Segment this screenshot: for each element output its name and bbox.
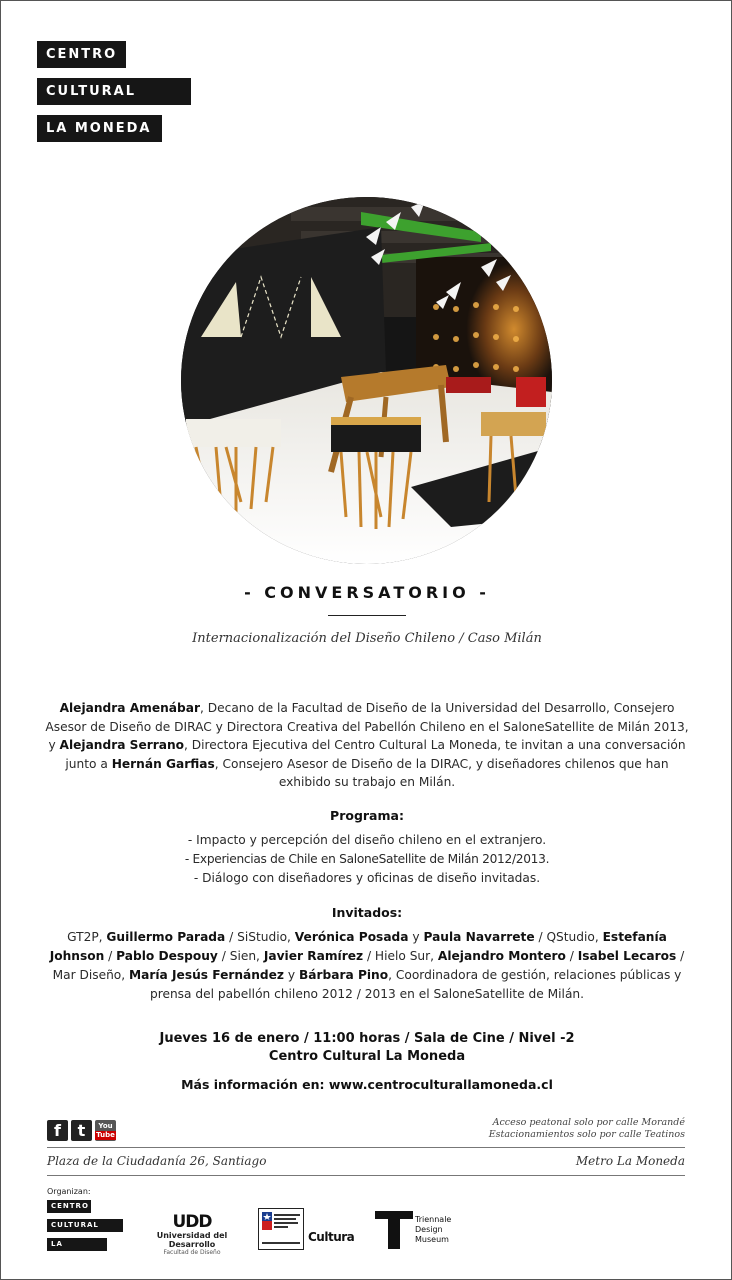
metro-station: Metro La Moneda [575, 1154, 685, 1168]
guests-text: / Mar Diseño, [52, 949, 685, 982]
program-item: - Experiencias de Chile en SaloneSatellite de Milán 2012/2013. [184, 852, 550, 866]
guests-text: / SiStudio, [225, 930, 295, 944]
guest-name: Isabel Lecaros [577, 949, 677, 963]
program-list [1, 831, 732, 888]
udd-logo [137, 1213, 247, 1256]
guests-text: / [565, 949, 578, 963]
guest-name: Javier Ramírez [263, 949, 364, 963]
udd-name: Universidad del Desarrollo [156, 1231, 228, 1249]
guest-name: Pablo Despouy [116, 949, 218, 963]
udd-mark: UDD [172, 1212, 212, 1232]
guests-text: / Hielo Sur, [363, 949, 438, 963]
title-divider [328, 615, 406, 616]
social-links [47, 1120, 116, 1141]
intro-text: , Decano de la Facultad de Diseño de la Universidad del Desarrollo, Consejero Asesor de Diseño de DIRAC y Directora Creativa del Pabellón Chileno en el SaloneSatellite de Milán 2013, y [45, 701, 689, 753]
org-logo-line: LA MONEDA [47, 1238, 107, 1251]
access-info [489, 1117, 685, 1141]
program-heading: Programa: [330, 808, 404, 823]
guests-text: y [284, 968, 299, 982]
host-name: Alejandra Amenábar [59, 701, 200, 715]
guests-text: y [408, 930, 424, 944]
guest-name: María Jesús Fernández [129, 968, 285, 982]
guests-text: , Coordinadora de gestión, relaciones públicas y prensa del pabellón chileno 2012 / 2013 en el SaloneSatellite de Milán. [149, 968, 682, 1001]
triennale-line: Museum [415, 1235, 449, 1244]
host-name: Alejandra Serrano [59, 738, 185, 753]
footer-divider [47, 1147, 685, 1148]
cultura-name: Cultura [308, 1230, 355, 1244]
footer-divider [47, 1175, 685, 1176]
guests-text: / [104, 949, 117, 963]
more-info-link[interactable]: Más información en: www.centroculturallamoneda.cl [181, 1077, 553, 1092]
access-parking: Estacionamientos solo por calle Teatinos [488, 1129, 685, 1140]
organizers-label: Organizan: [47, 1187, 91, 1196]
org-logo-line: CULTURAL [47, 1219, 123, 1232]
guest-name: Verónica Posada [294, 930, 409, 944]
government-seal [258, 1208, 304, 1250]
logo-line-la-moneda: LA MONEDA [37, 115, 162, 142]
youtube-word-1: You [98, 1122, 113, 1130]
udd-faculty: Facultad de Diseño [163, 1249, 221, 1256]
address: Plaza de la Ciudadanía 26, Santiago [47, 1154, 267, 1168]
event-venue: Centro Cultural La Moneda [268, 1049, 466, 1064]
facebook-icon[interactable]: f [47, 1120, 68, 1141]
event-type-title: - CONVERSATORIO - [244, 583, 490, 602]
guest-main-name: Hernán Garfias [111, 756, 215, 771]
guest-name: Guillermo Parada [106, 930, 226, 944]
guests-text: / Sien, [217, 949, 264, 963]
youtube-icon[interactable] [95, 1120, 116, 1141]
program-item: - Diálogo con diseñadores y oficinas de diseño invitadas. [193, 871, 541, 885]
guests-heading: Invitados: [331, 905, 403, 920]
guest-name: Bárbara Pino [299, 968, 389, 982]
guest-name: Paula Navarrete [423, 930, 535, 944]
triennale-line: Design [415, 1225, 443, 1234]
guests-text: GT2P, [67, 930, 107, 944]
youtube-word-2: Tube [96, 1131, 115, 1139]
access-pedestrian: Acceso peatonal solo por calle Morandé [492, 1117, 685, 1128]
guests-paragraph [41, 928, 693, 1004]
event-subtitle: Internacionalización del Diseño Chileno / Caso Milán [192, 631, 542, 646]
twitter-icon[interactable]: t [71, 1120, 92, 1141]
org-logo-line: CENTRO [47, 1200, 91, 1213]
exhibition-photo [181, 197, 552, 564]
logo-line-cultural: CULTURAL [37, 78, 191, 105]
intro-text: , Consejero Asesor de Diseño de la DIRAC, y diseñadores chilenos que han exhibido su trabajo en Milán. [214, 756, 669, 790]
intro-paragraph [41, 699, 693, 792]
logo-line-centro: CENTRO [37, 41, 126, 68]
event-details [1, 1030, 732, 1066]
guest-name: Estefanía Johnson [49, 930, 667, 963]
program-item: - Impacto y percepción del diseño chileno en el extranjero. [187, 833, 547, 847]
triennale-line: Triennale [415, 1215, 452, 1224]
intro-text: , Directora Ejecutiva del Centro Cultural La Moneda, te invitan a una conversación junto a [65, 738, 686, 771]
event-datetime: Jueves 16 de enero / 11:00 horas / Sala de Cine / Nivel -2 [159, 1031, 575, 1046]
triennale-t-icon [375, 1211, 413, 1249]
triennale-logo [375, 1211, 452, 1253]
triennale-text [415, 1215, 475, 1245]
guests-text: / QStudio, [534, 930, 603, 944]
guest-name: Alejandro Montero [437, 949, 566, 963]
